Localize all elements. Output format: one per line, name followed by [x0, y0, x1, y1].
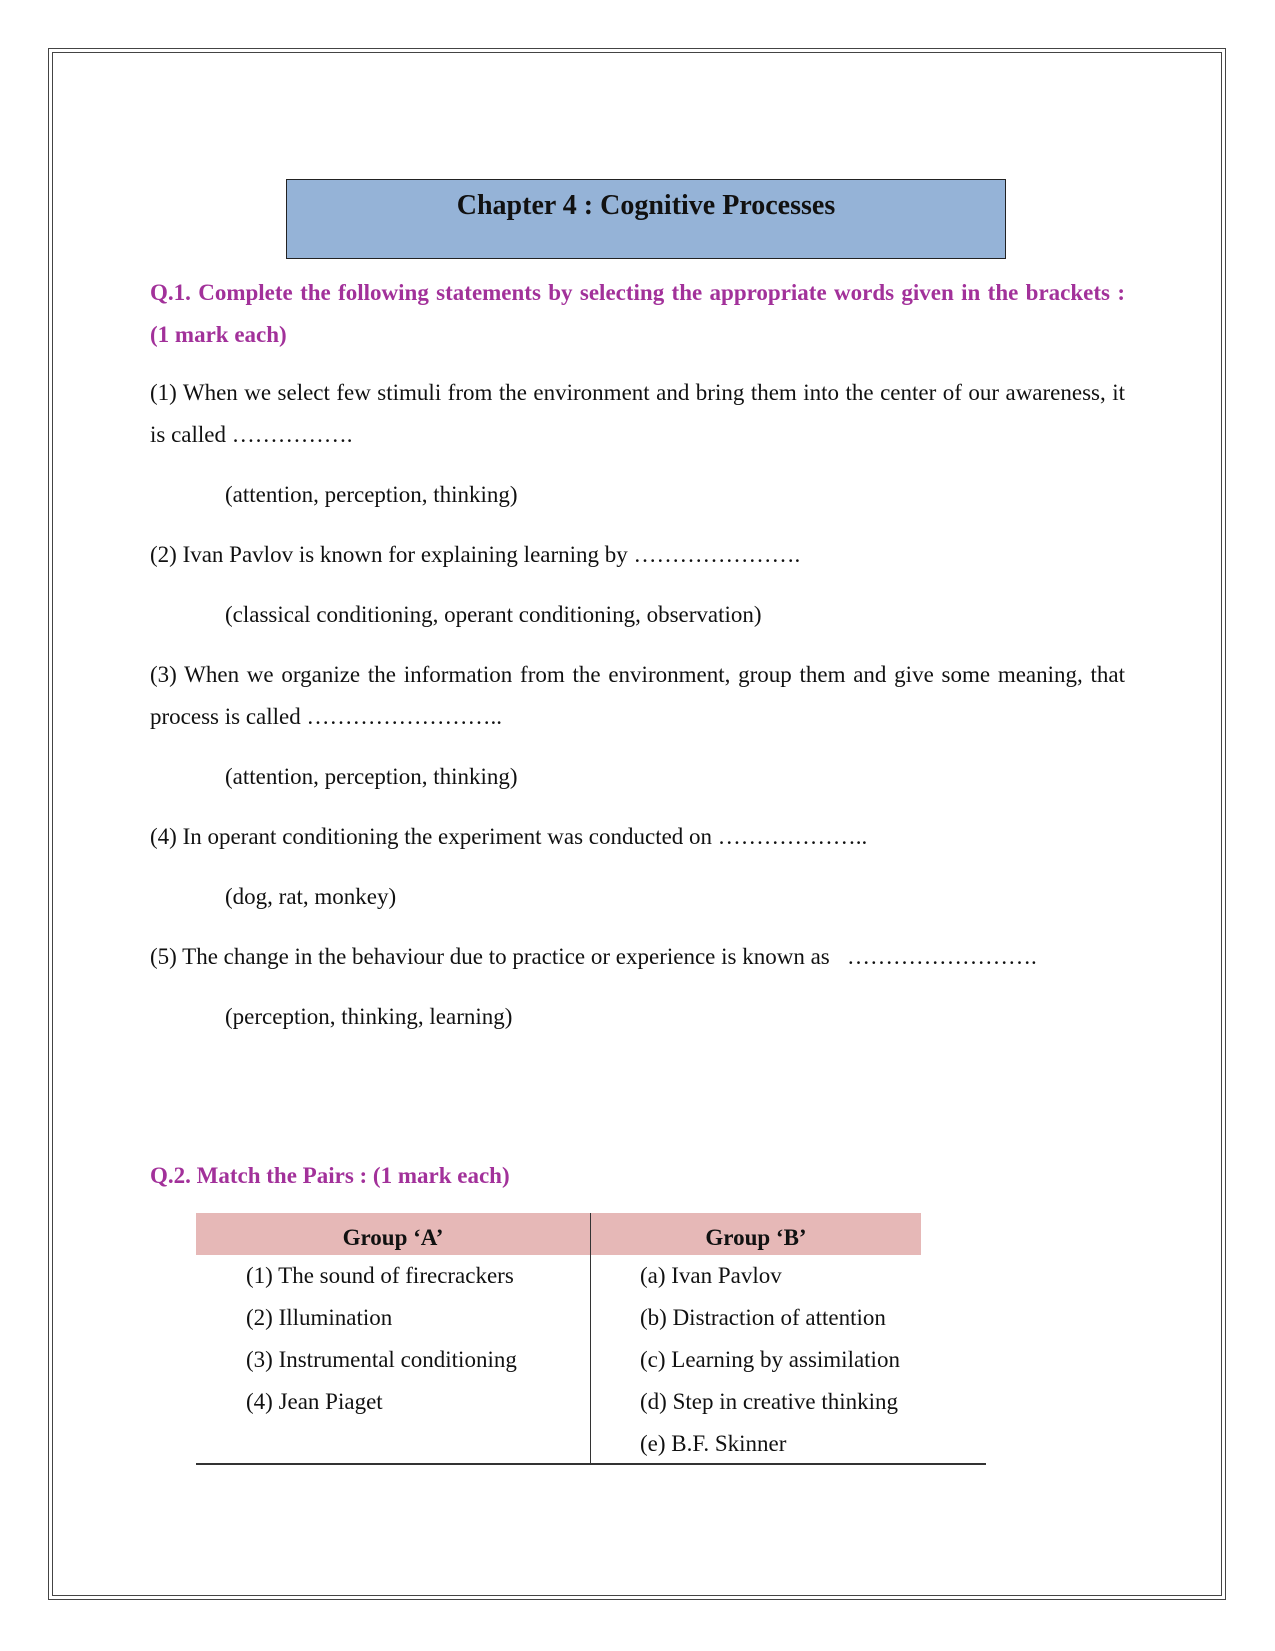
q1-options-1: (attention, perception, thinking): [225, 482, 518, 507]
group-a-item: (1) The sound of firecrackers: [246, 1263, 514, 1288]
question-2: [150, 1155, 1125, 1197]
group-a-item: (4) Jean Piaget: [246, 1389, 383, 1414]
question-1: [150, 272, 1125, 1038]
group-b-item: (e) B.F. Skinner: [640, 1431, 787, 1456]
q1-statement-3: (3) When we organize the information from the environment, group them and give some meaning, that process is called ……………………..: [150, 662, 1125, 729]
q1-heading: Q.1. Complete the following statements by selecting the appropriate words given in the brackets : (1 mark each): [150, 280, 1125, 347]
group-b-item: (a) Ivan Pavlov: [640, 1263, 782, 1288]
chapter-title: Chapter 4 : Cognitive Processes: [456, 190, 836, 221]
group-a-item: (3) Instrumental conditioning: [246, 1347, 517, 1372]
group-a-item: (2) Illumination: [246, 1305, 393, 1330]
q1-statement-1: (1) When we select few stimuli from the environment and bring them into the center of our awareness, it is called …………….: [150, 380, 1125, 447]
group-a-column: [246, 1255, 517, 1423]
group-b-column: [640, 1255, 900, 1465]
group-b-item: (b) Distraction of attention: [640, 1305, 886, 1330]
q1-statement-2: (2) Ivan Pavlov is known for explaining learning by ………………….: [150, 542, 801, 567]
q1-statement-5: (5) The change in the behaviour due to practice or experience is known as …………………….: [150, 944, 1037, 969]
table-bottom-rule: [196, 1463, 986, 1465]
q1-options-4: (dog, rat, monkey): [225, 884, 397, 909]
q2-heading: Q.2. Match the Pairs : (1 mark each): [150, 1163, 510, 1188]
chapter-title-box: [286, 179, 1006, 259]
group-b-header: Group ‘B’: [591, 1213, 921, 1255]
group-b-item: (d) Step in creative thinking: [640, 1389, 899, 1414]
q1-statement-4: (4) In operant conditioning the experiment was conducted on ………………..: [150, 824, 868, 849]
q1-options-3: (attention, perception, thinking): [225, 764, 518, 789]
q1-options-5: (perception, thinking, learning): [225, 1004, 513, 1029]
column-divider: [590, 1213, 591, 1463]
group-a-header: Group ‘A’: [196, 1213, 590, 1255]
group-b-item: (c) Learning by assimilation: [640, 1347, 900, 1372]
q1-options-2: (classical conditioning, operant conditioning, observation): [225, 602, 762, 627]
